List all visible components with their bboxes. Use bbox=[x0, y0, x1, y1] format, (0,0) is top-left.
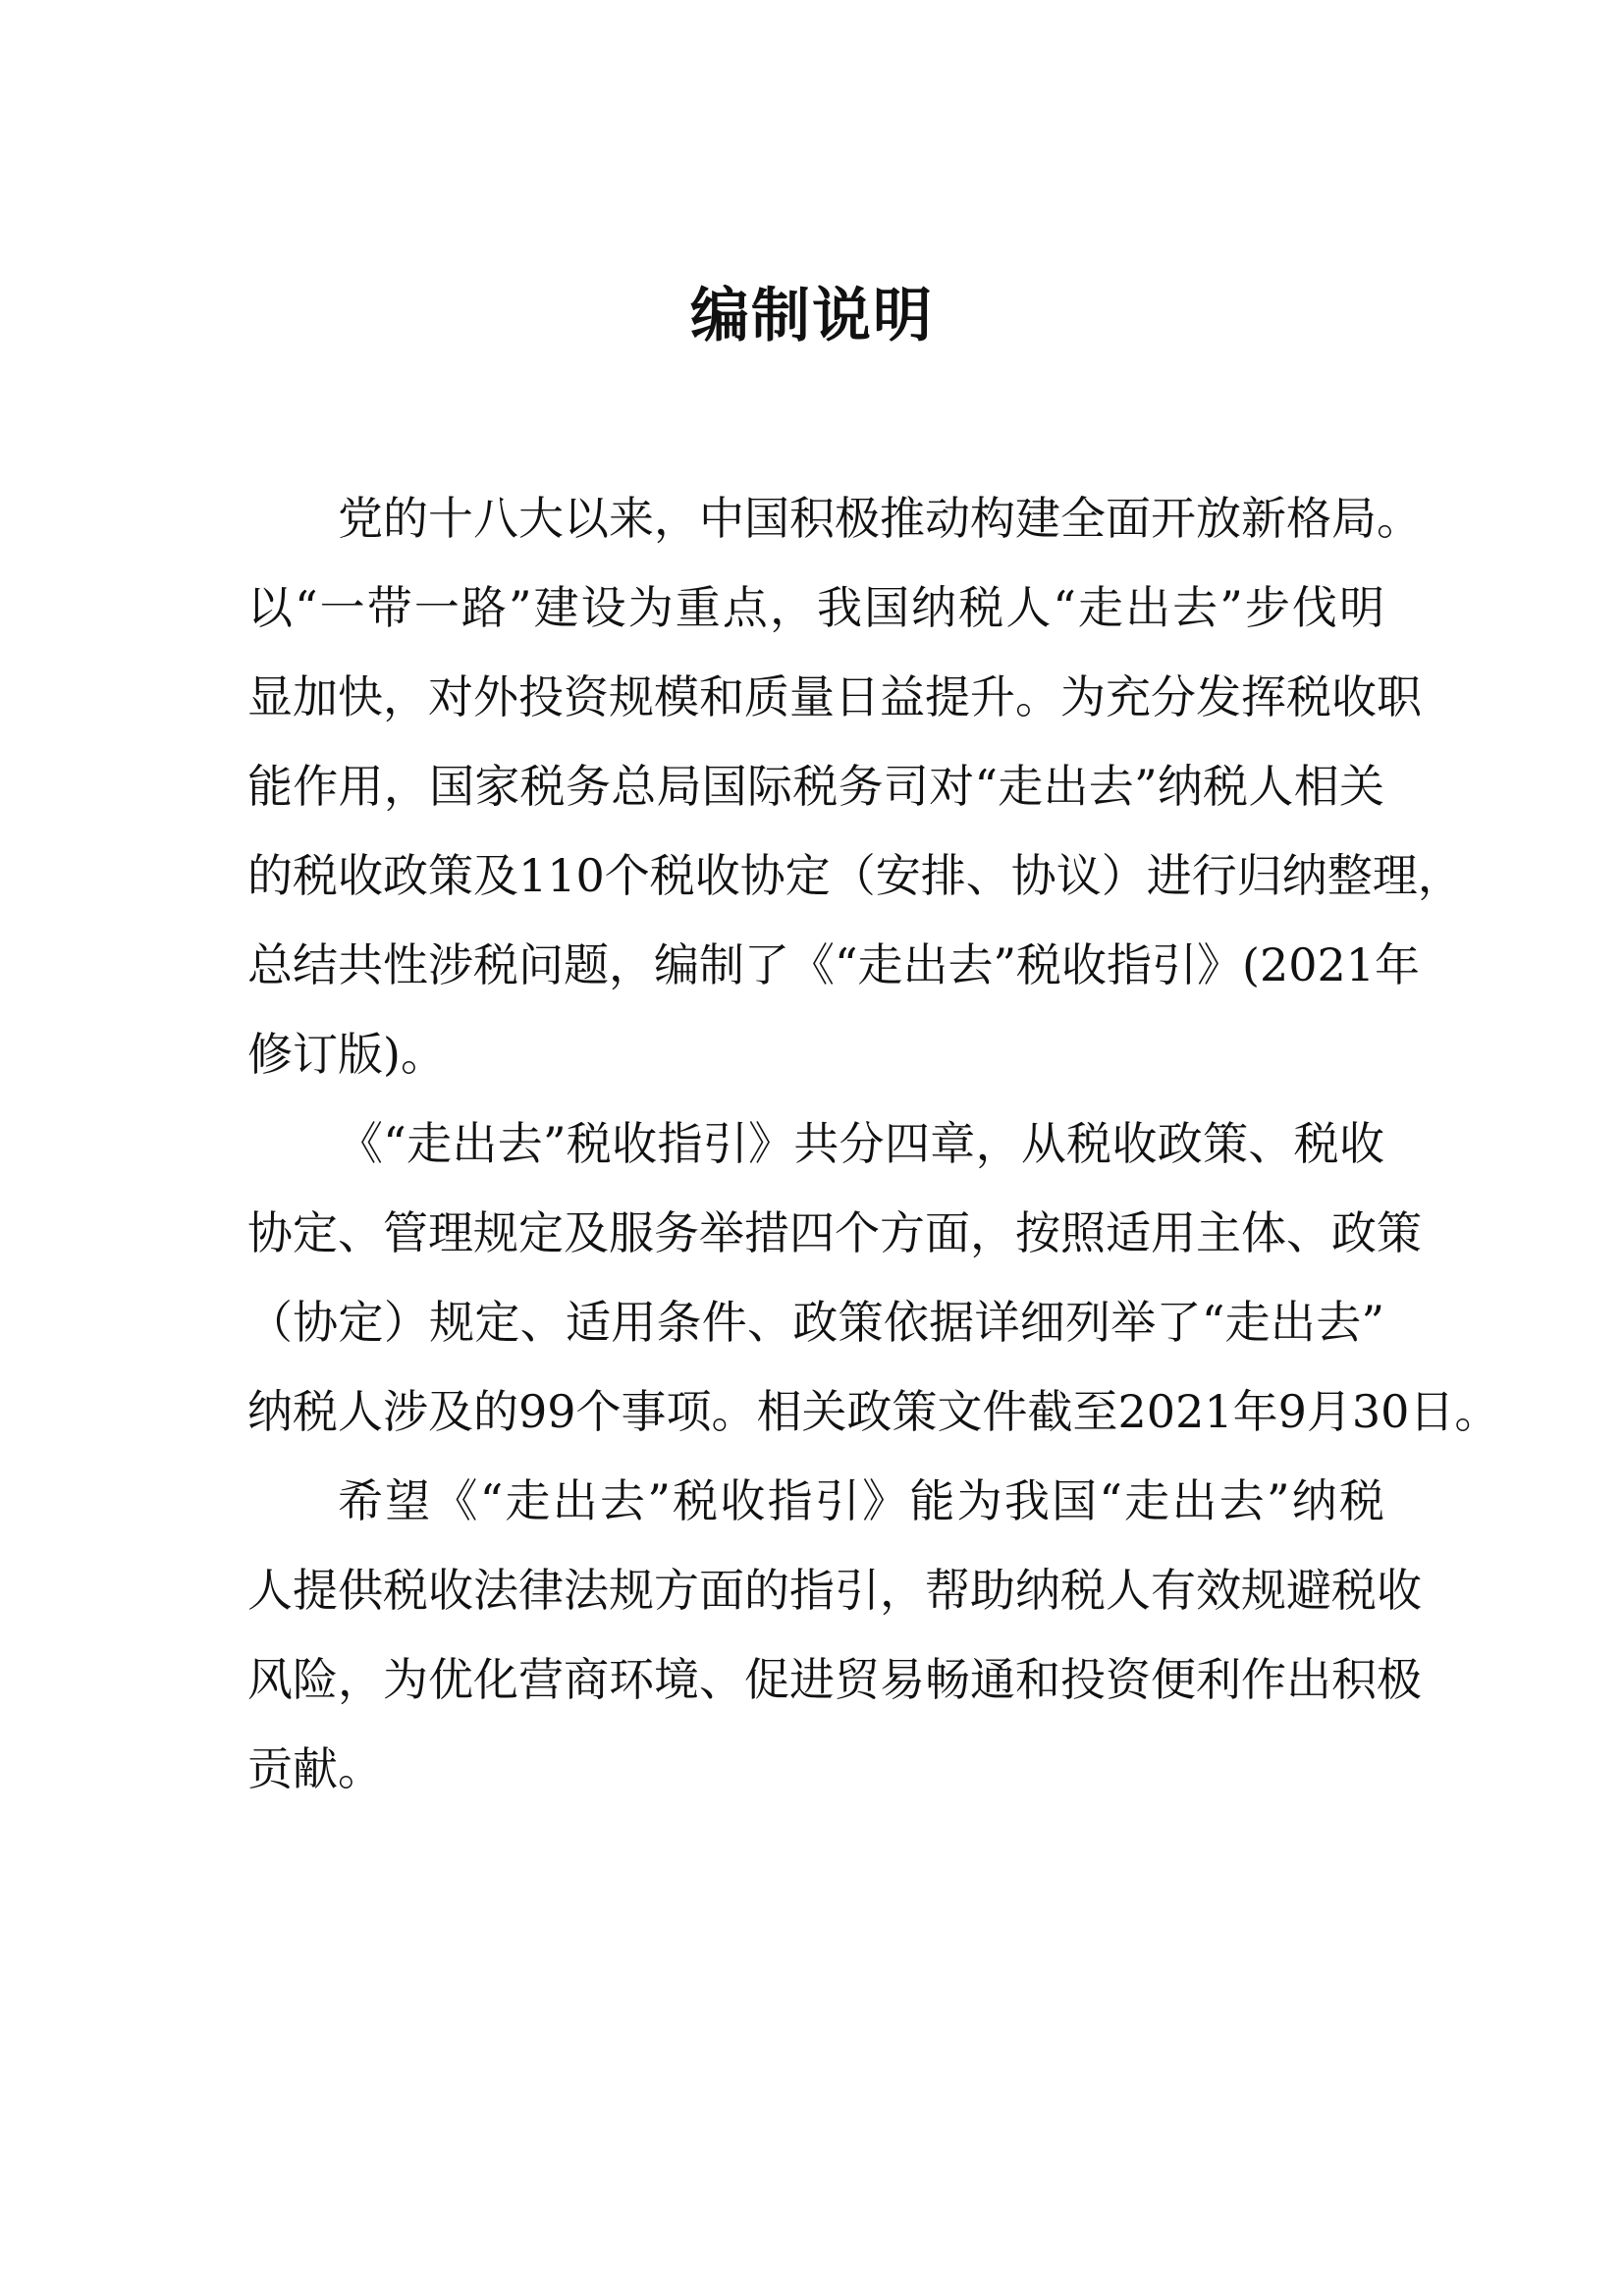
paragraph-line: 显加快，对外投资规模和质量日益提升。为充分发挥税收职 bbox=[247, 670, 1422, 723]
paragraph-line: 总结共性涉税问题，编制了《“走出去”税收指引》(2021年 bbox=[247, 938, 1421, 991]
paragraph-1 bbox=[247, 474, 1463, 1099]
document-body bbox=[247, 474, 1500, 1814]
paragraph-line: 人提供税收法律法规方面的指引，帮助纳税人有效规避税收 bbox=[247, 1564, 1422, 1617]
paragraph-line: 《“走出去”税收指引》共分四章，从税收政策、税收 bbox=[338, 1117, 1384, 1170]
paragraph-line: 希望《“走出去”税收指引》能为我国“走出去”纳税 bbox=[338, 1474, 1384, 1527]
paragraph-line: 的税收政策及110个税收协定（安排、协议）进行归纳整理， bbox=[247, 849, 1463, 902]
paragraph-3 bbox=[247, 1457, 1422, 1814]
paragraph-line: 修订版)。 bbox=[247, 1028, 446, 1081]
page-title: 编制说明 bbox=[690, 282, 934, 350]
paragraph-line: 党的十八大以来，中国积极推动构建全面开放新格局。 bbox=[338, 492, 1422, 545]
paragraph-line: 风险，为优化营商环境、促进贸易畅通和投资便利作出积极 bbox=[247, 1653, 1422, 1706]
paragraph-line: 协定、管理规定及服务举措四个方面，按照适用主体、政策 bbox=[247, 1206, 1422, 1259]
paragraph-line: 以“一带一路”建设为重点，我国纳税人“走出去”步伐明 bbox=[247, 581, 1384, 634]
paragraph-2 bbox=[247, 1099, 1500, 1457]
paragraph-line: 能作用，国家税务总局国际税务司对“走出去”纳税人相关 bbox=[247, 760, 1384, 813]
paragraph-line: 纳税人涉及的99个事项。相关政策文件截至2021年9月30日。 bbox=[247, 1385, 1500, 1438]
paragraph-line: （协定）规定、适用条件、政策依据详细列举了“走出去” bbox=[247, 1296, 1384, 1349]
paragraph-line: 贡献。 bbox=[247, 1742, 383, 1795]
